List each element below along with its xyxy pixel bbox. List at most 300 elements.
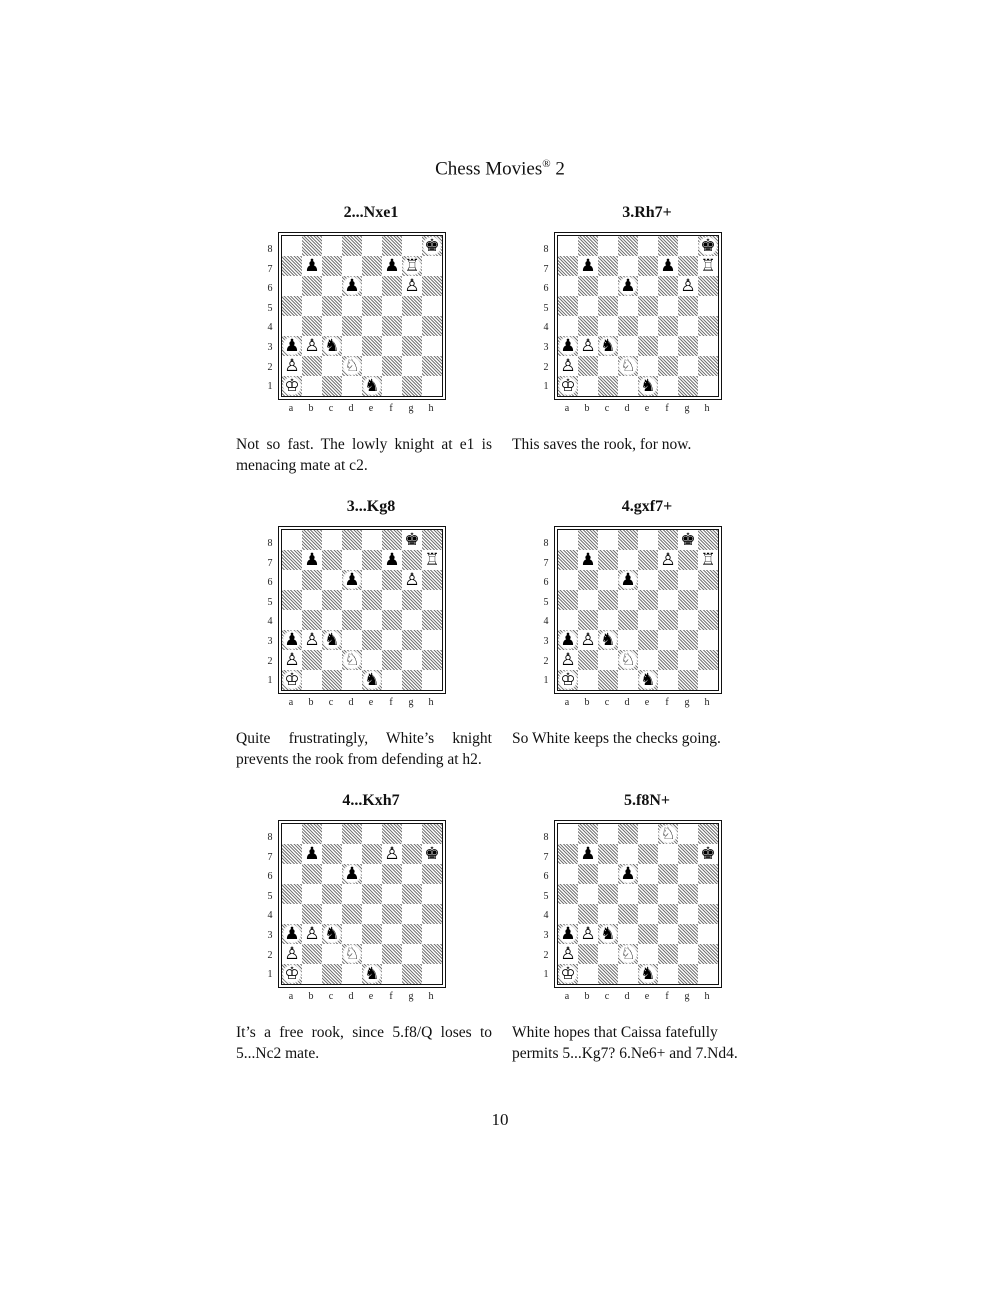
chess-piece: ♟ xyxy=(282,924,302,944)
rank-label: 4 xyxy=(267,322,273,334)
board-square xyxy=(342,610,362,630)
board-square xyxy=(598,904,618,924)
file-label: c xyxy=(604,697,610,708)
board-square xyxy=(618,964,638,984)
board-square xyxy=(362,296,382,316)
board-square xyxy=(342,376,362,396)
board-square xyxy=(422,964,442,984)
chess-piece: ♞ xyxy=(322,924,342,944)
chess-board xyxy=(557,235,719,397)
board-square xyxy=(658,824,678,844)
chess-piece: ♙ xyxy=(580,924,596,944)
chess-piece: ♙ xyxy=(384,844,400,864)
chess-piece: ♚ xyxy=(680,530,696,550)
rank-label: 2 xyxy=(543,361,549,373)
board-square xyxy=(362,570,382,590)
board-square xyxy=(698,570,718,590)
board-square xyxy=(342,844,362,864)
board-square xyxy=(558,610,578,630)
rank-label: 8 xyxy=(267,538,273,549)
board-square xyxy=(578,256,598,276)
chess-piece: ♚ xyxy=(422,236,442,256)
board-square xyxy=(658,356,678,376)
rank-label: 1 xyxy=(543,675,549,687)
board-square xyxy=(618,336,638,356)
chess-piece: ♟ xyxy=(282,630,302,650)
board-square xyxy=(678,550,698,570)
board-square xyxy=(422,550,442,570)
file-labels xyxy=(557,991,717,1002)
board-square xyxy=(638,530,658,550)
board-square xyxy=(698,864,718,884)
board-square xyxy=(558,376,578,396)
board-square xyxy=(618,550,638,570)
rank-label: 1 xyxy=(267,675,273,687)
move-title: 5.f8N+ xyxy=(624,792,670,809)
board-square xyxy=(678,964,698,984)
chess-piece: ♙ xyxy=(284,356,300,376)
board-square xyxy=(302,296,322,316)
chess-piece: ♙ xyxy=(580,630,596,650)
file-label: c xyxy=(328,697,334,708)
file-label: b xyxy=(308,403,314,414)
chess-piece: ♙ xyxy=(580,336,596,356)
board-square xyxy=(618,256,638,276)
board-square xyxy=(322,296,342,316)
board-square xyxy=(382,296,402,316)
board-square xyxy=(598,824,618,844)
rank-label: 7 xyxy=(543,557,549,569)
file-label: h xyxy=(704,403,710,414)
board-square xyxy=(558,670,578,690)
board-square xyxy=(558,824,578,844)
move-title: 2...Nxe1 xyxy=(343,204,399,221)
board-square xyxy=(578,944,598,964)
board-square xyxy=(402,924,422,944)
chess-piece: ♙ xyxy=(284,944,300,964)
board-square xyxy=(382,550,402,570)
board-square xyxy=(342,964,362,984)
board-square xyxy=(382,376,402,396)
board-square xyxy=(698,964,718,984)
file-label: f xyxy=(665,697,669,708)
board-square xyxy=(578,884,598,904)
file-label: b xyxy=(584,403,590,414)
chess-piece: ♟ xyxy=(304,256,320,276)
chess-piece: ♚ xyxy=(404,530,420,550)
board-square xyxy=(402,944,422,964)
board-square xyxy=(598,964,618,984)
board-square xyxy=(362,590,382,610)
rank-label: 5 xyxy=(543,302,549,314)
board-square xyxy=(598,590,618,610)
rank-label: 1 xyxy=(267,381,273,393)
board-square xyxy=(618,276,638,296)
file-label: d xyxy=(624,403,630,414)
board-square xyxy=(422,570,442,590)
file-labels xyxy=(557,403,717,414)
chess-piece: ♞ xyxy=(322,336,342,356)
board-square xyxy=(678,944,698,964)
rank-label: 2 xyxy=(267,949,273,961)
rank-label: 4 xyxy=(543,616,549,628)
board-square xyxy=(342,904,362,924)
rank-label: 6 xyxy=(267,577,273,589)
board-square xyxy=(638,316,658,336)
file-labels xyxy=(557,697,717,708)
board-square xyxy=(678,884,698,904)
page-number: 10 xyxy=(491,1110,509,1129)
board-square xyxy=(302,256,322,276)
board-square xyxy=(638,650,658,670)
board-square xyxy=(302,570,322,590)
board-square xyxy=(282,570,302,590)
board-square xyxy=(698,356,718,376)
chess-piece: ♞ xyxy=(638,964,658,984)
board-square xyxy=(598,376,618,396)
board-square xyxy=(558,844,578,864)
board-square xyxy=(578,964,598,984)
board-square xyxy=(362,376,382,396)
board-square xyxy=(678,904,698,924)
chess-piece: ♙ xyxy=(284,650,300,670)
chess-piece: ♟ xyxy=(384,256,400,276)
board-square xyxy=(598,844,618,864)
rank-labels xyxy=(541,828,551,985)
chess-piece: ♚ xyxy=(424,844,440,864)
board-square xyxy=(698,296,718,316)
board-square xyxy=(402,610,422,630)
board-square xyxy=(698,550,718,570)
chess-piece: ♔ xyxy=(282,670,302,690)
board-square xyxy=(322,276,342,296)
chess-piece: ♟ xyxy=(580,256,596,276)
board-square xyxy=(382,236,402,256)
board-square xyxy=(282,336,302,356)
board-square xyxy=(322,610,342,630)
file-label: h xyxy=(428,403,434,414)
board-square xyxy=(558,530,578,550)
board-square xyxy=(698,256,718,276)
rank-label: 4 xyxy=(543,322,549,334)
board-square xyxy=(618,884,638,904)
board-square xyxy=(422,924,442,944)
board-square xyxy=(618,864,638,884)
board-square xyxy=(382,844,402,864)
file-label: g xyxy=(408,697,414,708)
board-square xyxy=(382,610,402,630)
board-square xyxy=(578,610,598,630)
board-square xyxy=(698,276,718,296)
board-square xyxy=(578,336,598,356)
chess-piece: ♟ xyxy=(618,570,638,590)
board-square xyxy=(578,824,598,844)
rank-labels xyxy=(541,534,551,691)
move-title: 3.Rh7+ xyxy=(622,204,672,221)
board-square xyxy=(362,356,382,376)
board-square xyxy=(382,590,402,610)
board-square xyxy=(362,670,382,690)
board-square xyxy=(658,296,678,316)
board-square xyxy=(382,670,402,690)
chess-piece: ♟ xyxy=(342,570,362,590)
board-square xyxy=(362,256,382,276)
board-square xyxy=(322,844,342,864)
rank-label: 1 xyxy=(267,969,273,981)
board-square xyxy=(658,904,678,924)
board-square xyxy=(658,630,678,650)
board-square xyxy=(282,964,302,984)
board-square xyxy=(578,296,598,316)
chess-piece: ♞ xyxy=(598,336,618,356)
board-square xyxy=(342,356,362,376)
board-square xyxy=(282,844,302,864)
board-square xyxy=(282,590,302,610)
board-square xyxy=(638,276,658,296)
file-label: g xyxy=(408,991,414,1002)
board-square xyxy=(382,316,402,336)
board-square xyxy=(698,610,718,630)
diagram-caption: White hopes that Caissa fatefully permits 5...Kg7? 6.Ne6+ and 7.Nd4. xyxy=(512,1024,738,1062)
board-square xyxy=(578,376,598,396)
board-square xyxy=(618,376,638,396)
board-square xyxy=(698,236,718,256)
board-square xyxy=(558,884,578,904)
board-square xyxy=(598,530,618,550)
board-square xyxy=(362,650,382,670)
board-square xyxy=(698,844,718,864)
board-square xyxy=(282,824,302,844)
book-title: Chess Movies xyxy=(435,158,543,180)
rank-label: 6 xyxy=(543,577,549,589)
board-square xyxy=(598,236,618,256)
file-label: d xyxy=(348,697,354,708)
board-square xyxy=(302,610,322,630)
board-square xyxy=(282,670,302,690)
file-label: a xyxy=(288,403,294,414)
board-square xyxy=(322,824,342,844)
board-square xyxy=(302,630,322,650)
board-square xyxy=(382,336,402,356)
board-square xyxy=(362,610,382,630)
board-square xyxy=(282,610,302,630)
board-square xyxy=(678,376,698,396)
board-square xyxy=(422,376,442,396)
board-square xyxy=(282,630,302,650)
chess-piece: ♘ xyxy=(618,944,638,964)
board-square xyxy=(402,824,422,844)
board-square xyxy=(598,924,618,944)
registered-mark: ® xyxy=(542,158,551,170)
file-label: a xyxy=(564,697,570,708)
board-square xyxy=(362,924,382,944)
board-square xyxy=(678,610,698,630)
board-square xyxy=(402,376,422,396)
board-square xyxy=(678,236,698,256)
board-square xyxy=(362,530,382,550)
move-title: 4.gxf7+ xyxy=(621,498,673,515)
board-square xyxy=(578,316,598,336)
board-square xyxy=(422,590,442,610)
board-square xyxy=(322,530,342,550)
board-square xyxy=(638,570,658,590)
board-square xyxy=(698,530,718,550)
board-square xyxy=(558,356,578,376)
board-square xyxy=(302,336,322,356)
rank-labels xyxy=(265,240,275,397)
file-label: f xyxy=(665,991,669,1002)
diagram-caption: This saves the rook, for now. xyxy=(512,436,692,453)
board-square xyxy=(282,256,302,276)
board-square xyxy=(342,276,362,296)
board-square xyxy=(342,944,362,964)
board-square xyxy=(658,864,678,884)
board-square xyxy=(578,530,598,550)
board-square xyxy=(578,356,598,376)
board-square xyxy=(678,316,698,336)
board-square xyxy=(598,630,618,650)
board-square xyxy=(558,296,578,316)
chess-piece: ♟ xyxy=(618,276,638,296)
file-label: d xyxy=(624,991,630,1002)
board-square xyxy=(342,884,362,904)
board-square xyxy=(678,844,698,864)
board-square xyxy=(698,670,718,690)
diagram-caption: Not so fast. The lowly knight at e1 is menacing mate at c2. xyxy=(236,436,492,474)
board-square xyxy=(402,550,422,570)
board-square xyxy=(638,924,658,944)
file-label: f xyxy=(665,403,669,414)
board-square xyxy=(638,296,658,316)
board-square xyxy=(618,236,638,256)
board-square xyxy=(618,530,638,550)
board-square xyxy=(578,570,598,590)
rank-label: 5 xyxy=(267,890,273,902)
board-square xyxy=(422,650,442,670)
board-square xyxy=(638,550,658,570)
board-square xyxy=(618,570,638,590)
board-square xyxy=(698,336,718,356)
rank-label: 4 xyxy=(543,910,549,922)
board-square xyxy=(422,236,442,256)
board-square xyxy=(578,590,598,610)
board-square xyxy=(302,276,322,296)
board-square xyxy=(578,650,598,670)
rank-labels xyxy=(265,828,275,985)
board-square xyxy=(678,336,698,356)
file-label: c xyxy=(604,991,610,1002)
chess-piece: ♟ xyxy=(618,864,638,884)
board-square xyxy=(698,924,718,944)
chess-piece: ♟ xyxy=(580,844,596,864)
chess-piece: ♔ xyxy=(558,964,578,984)
rank-label: 8 xyxy=(543,832,549,843)
board-square xyxy=(422,316,442,336)
board-square xyxy=(382,924,402,944)
board-square xyxy=(362,550,382,570)
board-square xyxy=(342,570,362,590)
chess-piece: ♞ xyxy=(362,964,382,984)
board-square xyxy=(422,630,442,650)
rank-label: 7 xyxy=(543,851,549,863)
rank-label: 6 xyxy=(543,871,549,883)
board-square xyxy=(302,964,322,984)
chess-piece: ♘ xyxy=(618,356,638,376)
board-square xyxy=(282,376,302,396)
rank-label: 2 xyxy=(267,361,273,373)
board-square xyxy=(422,904,442,924)
file-label: h xyxy=(704,697,710,708)
board-square xyxy=(382,530,402,550)
board-square xyxy=(618,924,638,944)
file-labels xyxy=(281,697,441,708)
board-square xyxy=(362,824,382,844)
board-square xyxy=(362,964,382,984)
board-square xyxy=(322,924,342,944)
board-square xyxy=(618,630,638,650)
board-square xyxy=(402,356,422,376)
file-label: e xyxy=(368,697,374,708)
board-square xyxy=(402,864,422,884)
board-square xyxy=(618,610,638,630)
board-square xyxy=(618,670,638,690)
board-square xyxy=(402,336,422,356)
rank-label: 4 xyxy=(267,910,273,922)
file-label: e xyxy=(368,403,374,414)
board-square xyxy=(402,530,422,550)
board-square xyxy=(638,884,658,904)
board-square xyxy=(598,610,618,630)
board-square xyxy=(578,630,598,650)
chess-piece: ♟ xyxy=(660,256,676,276)
file-label: c xyxy=(604,403,610,414)
chess-piece: ♘ xyxy=(618,650,638,670)
chess-piece: ♖ xyxy=(424,550,440,570)
rank-label: 4 xyxy=(267,616,273,628)
board-square xyxy=(698,824,718,844)
board-square xyxy=(342,236,362,256)
board-square xyxy=(678,256,698,276)
file-label: g xyxy=(684,697,690,708)
rank-label: 2 xyxy=(543,949,549,961)
page-header xyxy=(0,158,1000,180)
board-square xyxy=(302,824,322,844)
chess-piece: ♟ xyxy=(304,844,320,864)
chess-piece: ♖ xyxy=(700,256,716,276)
board-square xyxy=(558,944,578,964)
board-square xyxy=(402,236,422,256)
board-square xyxy=(402,276,422,296)
board-square xyxy=(638,944,658,964)
board-square xyxy=(618,650,638,670)
board-square xyxy=(598,884,618,904)
board-square xyxy=(402,296,422,316)
board-square xyxy=(422,824,442,844)
rank-label: 5 xyxy=(543,890,549,902)
board-square xyxy=(382,256,402,276)
board-square xyxy=(618,904,638,924)
board-square xyxy=(658,650,678,670)
board-square xyxy=(578,924,598,944)
file-label: c xyxy=(328,403,334,414)
board-square xyxy=(342,550,362,570)
file-label: d xyxy=(624,697,630,708)
board-square xyxy=(638,590,658,610)
file-label: b xyxy=(584,697,590,708)
board-square xyxy=(558,236,578,256)
chess-piece: ♟ xyxy=(282,336,302,356)
rank-label: 8 xyxy=(267,244,273,255)
